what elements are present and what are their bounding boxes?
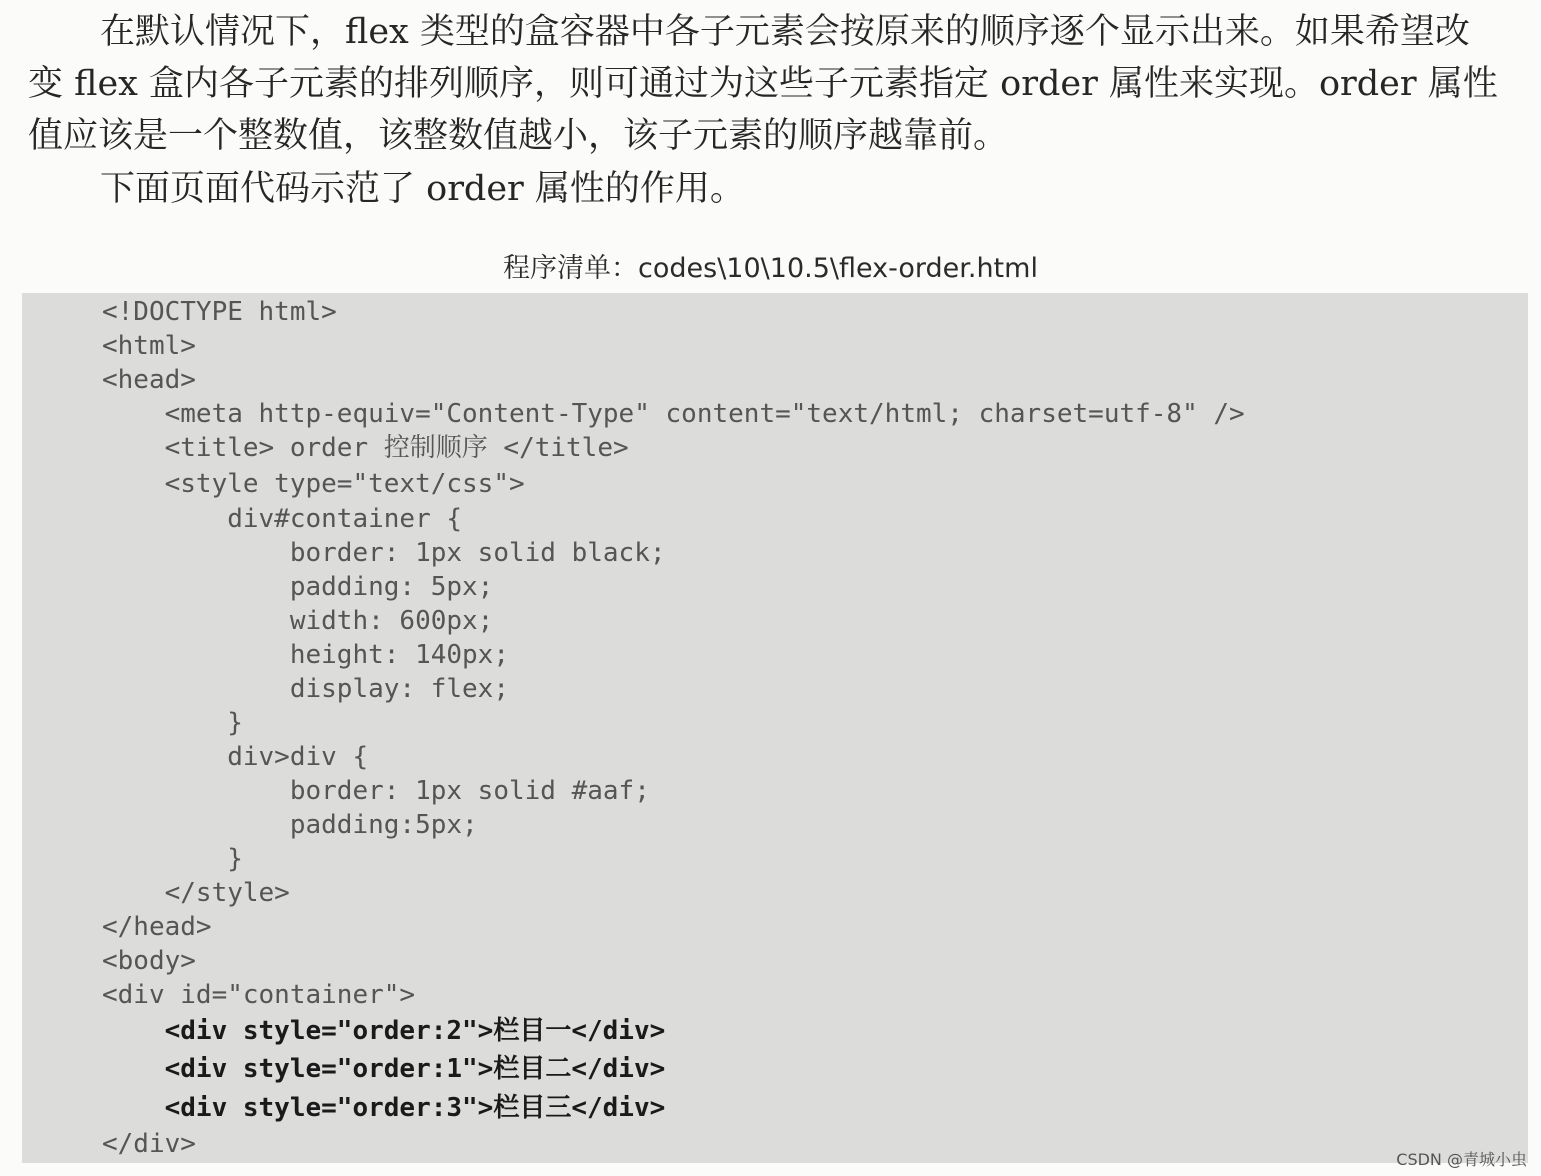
paragraph-line: 在默认情况下，flex 类型的盒容器中各子元素会按原来的顺序逐个显示出来。如果希望改	[100, 12, 1470, 52]
code-line: <div style="order:1">栏目二</div>	[102, 1054, 666, 1084]
code-line: padding:5px;	[102, 810, 478, 840]
code-line: <div id="container">	[102, 980, 416, 1010]
paragraph-line: 变 flex 盒内各子元素的排列顺序，则可通过为这些子元素指定 order 属性来实现。order 属性	[28, 64, 1498, 104]
code-line: width: 600px;	[102, 606, 494, 636]
code-line: <html>	[102, 331, 196, 361]
program-listing-caption: 程序清单：codes\10\10.5\flex-order.html	[503, 253, 1038, 284]
code-line: <meta http-equiv="Content-Type" content="text/html; charset=utf-8" />	[102, 399, 1245, 429]
code-line: <div style="order:2">栏目一</div>	[102, 1016, 666, 1046]
code-line: display: flex;	[102, 674, 509, 704]
code-line: div>div {	[102, 742, 369, 772]
code-line: </div>	[102, 1129, 196, 1159]
code-line: }	[102, 844, 243, 874]
code-line: <div style="order:3">栏目三</div>	[102, 1093, 666, 1123]
code-line: <title> order 控制顺序 </title>	[102, 433, 629, 463]
code-line: height: 140px;	[102, 640, 509, 670]
code-line: border: 1px solid #aaf;	[102, 776, 650, 806]
code-line: <body>	[102, 946, 196, 976]
paragraph-line: 下面页面代码示范了 order 属性的作用。	[100, 169, 745, 209]
code-line: </head>	[102, 912, 212, 942]
code-line: div#container {	[102, 504, 463, 534]
paragraph-line: 值应该是一个整数值，该整数值越小，该子元素的顺序越靠前。	[28, 116, 1009, 156]
code-line: padding: 5px;	[102, 572, 494, 602]
code-line: border: 1px solid black;	[102, 538, 666, 568]
code-line: <head>	[102, 365, 196, 395]
code-line: </style>	[102, 878, 290, 908]
code-line: <style type="text/css">	[102, 469, 525, 499]
code-listing	[22, 293, 1528, 1163]
csdn-watermark: CSDN @青城小虫	[1396, 1150, 1527, 1169]
code-line: }	[102, 708, 243, 738]
code-line: <!DOCTYPE html>	[102, 297, 337, 327]
